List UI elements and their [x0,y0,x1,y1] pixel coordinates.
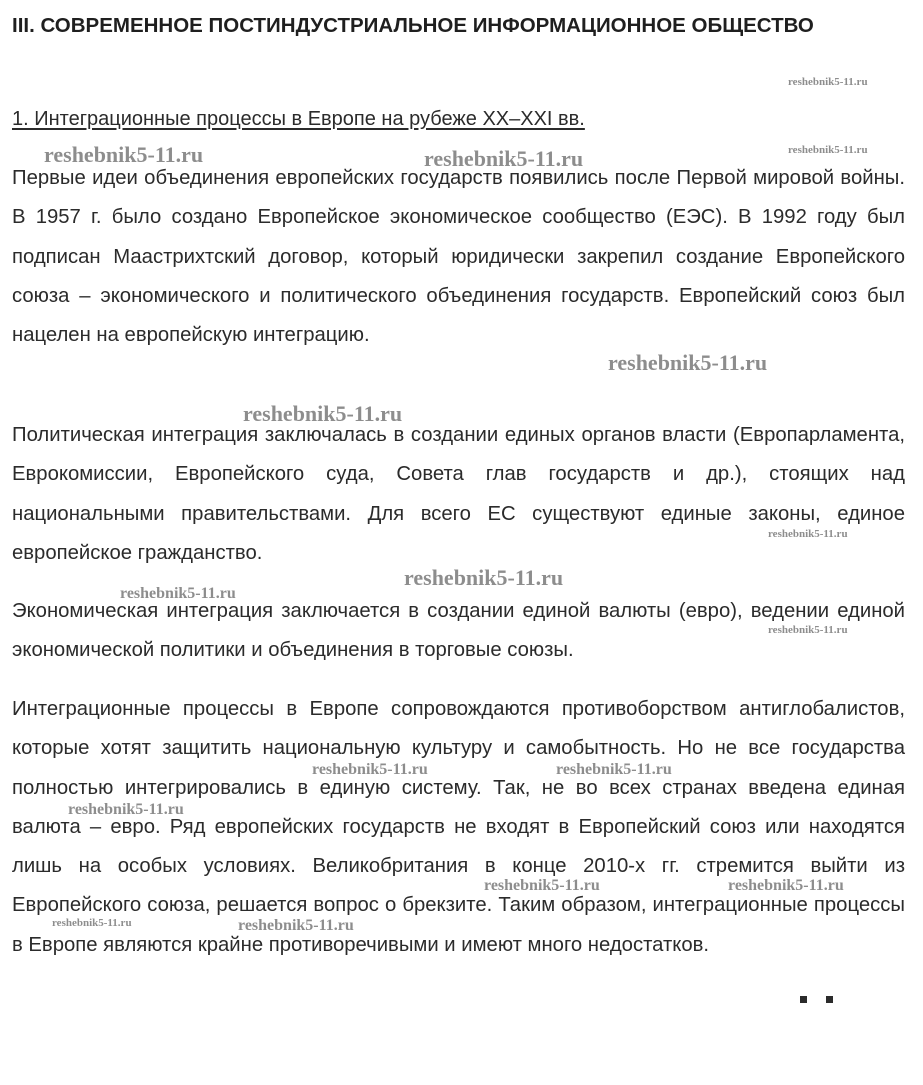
watermark: reshebnik5-11.ru [556,761,672,778]
paragraph-economic-integration: Экономическая интеграция заключается в создании единой валюты (евро), ведении единой экономической политики и объединения в торговые союзы. [12,600,905,662]
watermark: reshebnik5-11.ru [68,801,184,818]
watermark: reshebnik5-11.ru [768,624,848,636]
watermark: reshebnik5-11.ru [404,565,564,590]
paragraph-integration-conflicts: Интеграционные процессы в Европе сопровождаются противоборством антиглобалистов, которые хотят защитить национальную культуру и самобытность. Но не все государства полностью интегрировались в единую систему. Так, не во всех странах введена единая валюта – евро. Ряд европейских государств не входят в Европейский союз или находятся лишь на особых условиях. Великобритания в конце 2010-х гг. стремится выйти из Европейского союза, решается вопрос о брекзите. Таким образом, интеграционные процессы в Европе являются крайне противоречивыми и имеют много недостатков. [12,698,905,956]
paragraph-political-integration: Политическая интеграция заключалась в создании единых органов власти (Европарламента, Еврокомиссии, Европейского суда, Совета глав государств и др.), стоящих над национальными правительствами. Для всего ЕС существуют единые законы, единое европейское гражданство. [12,424,905,564]
chapter-subtitle: 1. Интеграционные процессы в Европе на рубеже XX–XXI вв. [12,108,585,130]
watermark: reshebnik5-11.ru [424,146,584,171]
watermark: reshebnik5-11.ru [44,142,204,167]
watermark: reshebnik5-11.ru [788,76,868,88]
watermark: reshebnik5-11.ru [243,401,403,426]
watermark: reshebnik5-11.ru [120,585,236,602]
watermark: reshebnik5-11.ru [788,144,868,156]
paragraph-eu-origins: Первые идеи объединения европейских государств появились после Первой мировой войны. В 1957 г. было создано Европейское экономическое сообщество (ЕЭС). В 1992 году был подписан Маастрихтский договор, который юридически закрепил создание Европейского союза – экономического и политического объединения государств. Европейский союз был нацелен на европейскую интеграцию. [12,167,905,347]
decorative-mark [826,996,833,1003]
watermark: reshebnik5-11.ru [768,528,848,540]
watermark: reshebnik5-11.ru [312,761,428,778]
watermark: reshebnik5-11.ru [484,877,600,894]
watermark: reshebnik5-11.ru [608,350,768,375]
watermark: reshebnik5-11.ru [728,877,844,894]
watermark: reshebnik5-11.ru [238,917,354,934]
section-title: III. СОВРЕМЕННОЕ ПОСТИНДУСТРИАЛЬНОЕ ИНФОРМАЦИОННОЕ ОБЩЕСТВО [12,14,814,37]
watermark: reshebnik5-11.ru [52,917,132,929]
decorative-mark [800,996,807,1003]
